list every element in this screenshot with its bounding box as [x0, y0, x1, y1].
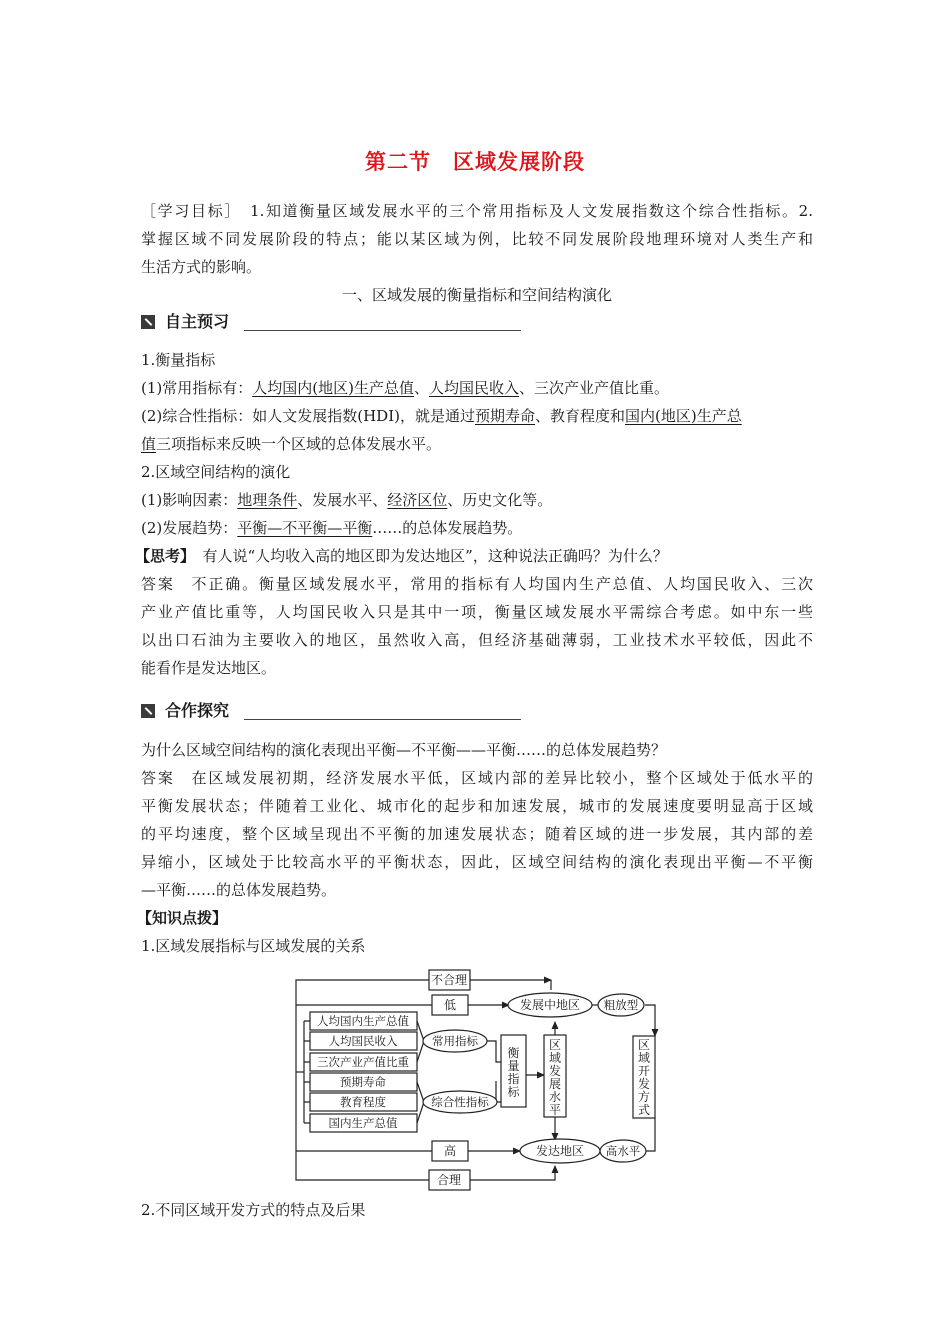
vertical-char: 标	[507, 1085, 520, 1099]
composite-indicator-line: (2)综合性指标：如人文发展指数(HDI)，就是通过预期寿命、教育程度和国内(地区)生产总	[141, 407, 742, 425]
vertical-char: 发	[548, 1064, 562, 1078]
fill-answer: 值	[141, 435, 157, 453]
think-answer-line: 以出口石油为主要收入的地区，虽然收入高，但经济基础薄弱，工业技术水平较低，因此不	[141, 631, 813, 649]
explore-answer-line: —平衡……的总体发展趋势。	[141, 881, 337, 899]
fill-answer: 经济区位	[387, 491, 448, 509]
tip-item-1: 1.区域发展指标与区域发展的关系	[141, 937, 366, 955]
tip-item-2: 2.不同区域开发方式的特点及后果	[141, 1201, 366, 1219]
fill-answer: 平衡—不平衡—平衡	[237, 519, 373, 537]
composite-indicator-line-cont: 值三项指标来反映一个区域的总体发展水平。	[141, 435, 442, 453]
vertical-char: 式	[637, 1103, 651, 1117]
composite-indicator-node: 综合性指标	[431, 1095, 489, 1109]
objectives-line: ［学习目标］ 1.知道衡量区域发展水平的三个常用指标及人文发展指数这个综合性指标。2.	[141, 202, 813, 220]
label-low: 低	[443, 998, 457, 1012]
explore-answer-line: 答案 在区域发展初期，经济发展水平低，区域内部的差异比较小，整个区域处于低水平的	[141, 769, 813, 787]
fill-answer: 人均国内(地区)生产总值	[252, 379, 414, 397]
indicator-label: 人均国内生产总值	[317, 1014, 409, 1028]
explore-question: 为什么区域空间结构的演化表现出平衡—不平衡——平衡……的总体发展趋势？	[141, 741, 667, 759]
heading-spatial-structure: 2.区域空间结构的演化	[141, 463, 291, 481]
common-indicators-line: (1)常用指标有：人均国内(地区)生产总值、人均国民收入、三次产业产值比重。	[141, 379, 670, 397]
vertical-char: 区	[637, 1038, 651, 1052]
tip-item-2-block	[141, 1196, 813, 1224]
heading-measures: 1.衡量指标	[141, 351, 216, 369]
common-indicators-node: 常用指标	[432, 1034, 478, 1048]
think-answer-line: 答案 不正确。衡量区域发展水平，常用的指标有人均国内生产总值、人均国民收入、三次	[141, 575, 813, 593]
vertical-char: 域	[637, 1051, 651, 1065]
indicator-label: 国内生产总值	[328, 1116, 398, 1130]
section-label: 合作探究	[165, 701, 230, 720]
measure-indicator-vertical	[507, 1046, 520, 1099]
vertical-char: 指	[507, 1072, 520, 1086]
high-level-node: 高水平	[605, 1144, 641, 1158]
indicator-label: 预期寿命	[340, 1075, 386, 1089]
indicator-label: 教育程度	[340, 1095, 386, 1109]
fill-answer: 预期寿命	[475, 407, 536, 425]
fill-answer: 地理条件	[237, 491, 298, 509]
developing-region-node: 发展中地区	[519, 998, 581, 1012]
objectives-line: 生活方式的影响。	[141, 258, 262, 276]
label-unreasonable: 不合理	[430, 973, 468, 987]
fill-answer: 人均国民收入	[428, 379, 519, 397]
vertical-char: 量	[507, 1059, 520, 1073]
vertical-char: 区	[548, 1038, 562, 1052]
trend-line: (2)发展趋势：平衡—不平衡—平衡……的总体发展趋势。	[141, 519, 523, 537]
extensive-node: 粗放型	[603, 998, 639, 1012]
vertical-char: 发	[637, 1077, 651, 1091]
indicator-label: 人均国民收入	[328, 1034, 398, 1048]
vertical-char: 衡	[507, 1046, 520, 1060]
section-label: 自主预习	[165, 312, 230, 331]
vertical-char: 水	[548, 1090, 562, 1104]
think-question: 【思考】 有人说“人均收入高的地区即为发达地区”，这种说法正确吗？为什么？	[135, 547, 668, 565]
label-reasonable: 合理	[436, 1173, 462, 1187]
vertical-char: 域	[548, 1051, 562, 1065]
vertical-char: 展	[548, 1077, 562, 1091]
indicator-label: 三次产业产值比重	[317, 1055, 409, 1069]
part-heading: 一、区域发展的衡量指标和空间结构演化	[341, 286, 612, 304]
objectives-line: 掌握区域不同发展阶段的特点；能以某区域为例，比较不同发展阶段地理环境对人类生产和	[141, 230, 813, 248]
developed-region-node: 发达地区	[535, 1144, 585, 1158]
think-answer-line: 产业产值比重等，人均国民收入只是其中一项，衡量区域发展水平需综合考虑。如中东一些	[141, 603, 813, 621]
vertical-char: 方	[637, 1090, 651, 1104]
vertical-char: 平	[548, 1103, 562, 1117]
vertical-char: 开	[637, 1064, 651, 1078]
think-answer-line: 能看作是发达地区。	[141, 659, 277, 677]
development-mode-vertical	[638, 1038, 650, 1117]
explore-answer-line: 异缩小，区域处于比较高水平的平衡状态，因此，区域空间结构的演化表现出平衡—不平衡	[141, 853, 813, 871]
explore-answer-line: 平衡发展状态；伴随着工业化、城市化的起步和加速发展，城市的发展速度要明显高于区域	[141, 797, 813, 815]
development-level-vertical	[549, 1038, 561, 1117]
page-title: 第二节 区域发展阶段	[365, 150, 585, 174]
explore-answer-line: 的平均速度，整个区域呈现出不平衡的加速发展状态；随着区域的进一步发展，其内部的差	[141, 825, 813, 843]
fill-answer: 国内(地区)生产总	[625, 407, 742, 425]
factors-line: (1)影响因素：地理条件、发展水平、经济区位、历史文化等。	[141, 491, 553, 509]
label-high: 高	[443, 1144, 457, 1158]
knowledge-tip: 【知识点拨】	[137, 909, 228, 927]
